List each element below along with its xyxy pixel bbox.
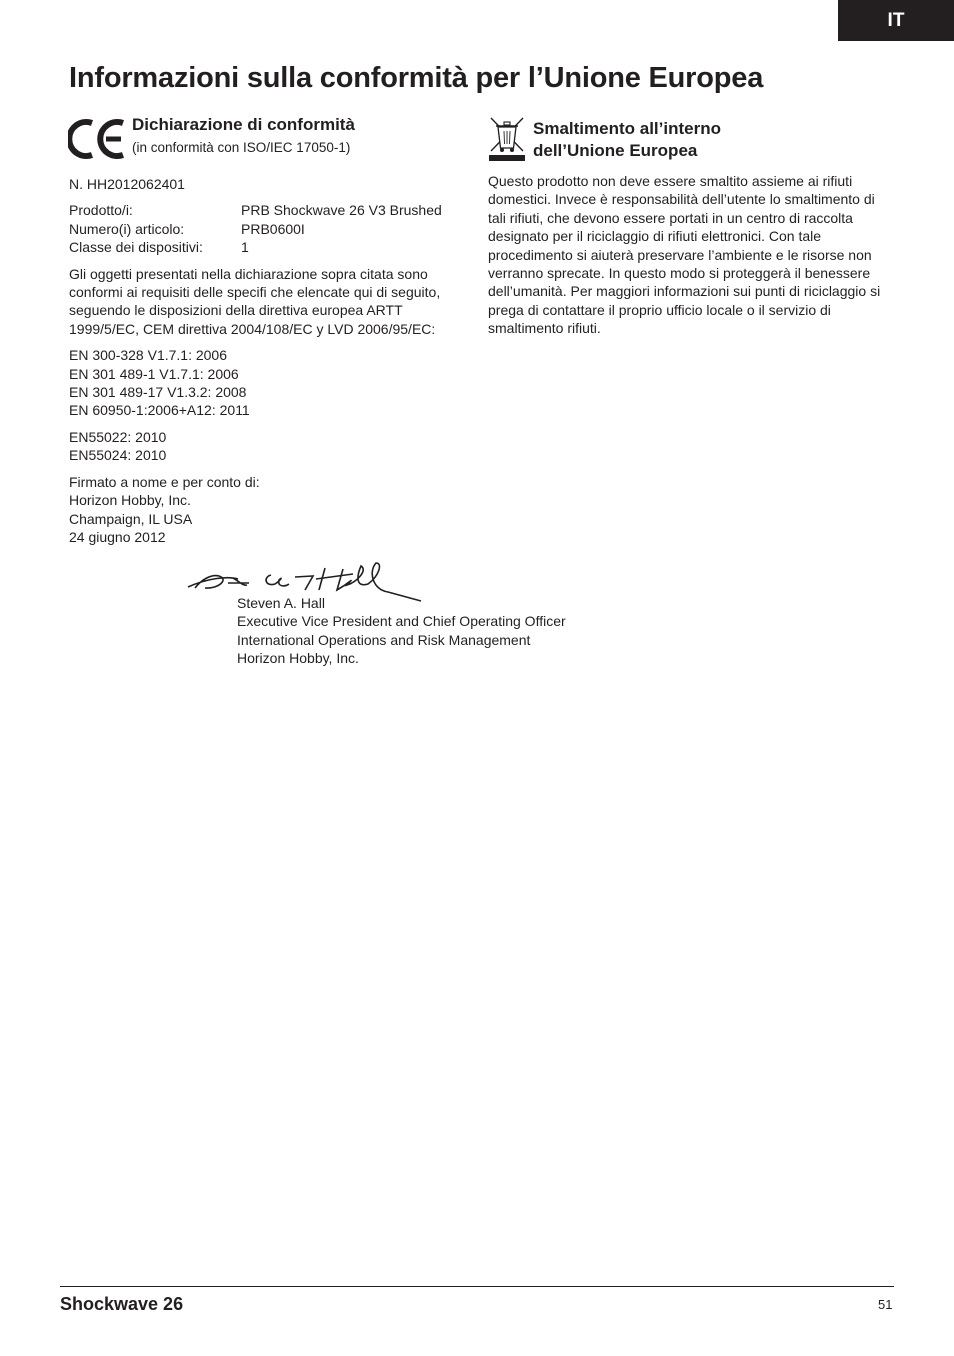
footer-product-name: Shockwave 26 (60, 1294, 184, 1314)
declaration-number: N. HH2012062401 (69, 176, 185, 192)
signed-for-block: Firmato a nome e per conto di: Horizon Hobby, Inc. Champaign, IL USA 24 giugno 2012 (69, 473, 260, 545)
conformity-subnote: (in conformità con ISO/IEC 17050-1) (132, 140, 351, 155)
disposal-heading: Smaltimento all’interno dell’Unione Europea (533, 119, 721, 160)
signatory-block: Steven A. Hall Executive Vice President and Chief Operating Officer International Operations and Risk Management Horizon Hobby, Inc. (237, 595, 566, 667)
language-tab: IT (838, 0, 954, 41)
crossed-bin-icon (488, 116, 526, 162)
product-table (69, 201, 469, 256)
product-row: Prodotto/i: PRB Shockwave 26 V3 Brushed (69, 202, 442, 219)
page-title: Informazioni sulla conformità per l’Unione Europea (69, 62, 764, 94)
conformity-heading: Dichiarazione di conformità (132, 115, 355, 134)
standards-list-1: EN 300-328 V1.7.1: 2006 EN 301 489-1 V1.7.1: 2006 EN 301 489-17 V1.3.2: 2008 EN 60950-1:2006+A12: 2011 (69, 347, 250, 419)
ce-mark-icon (68, 118, 126, 160)
disposal-body: Questo prodotto non deve essere smaltito assieme ai rifiuti domestici. Invece è responsabilità dell’utente lo smaltimento di tali rifiuti, che devono essere portati in un centro di raccolta designato per il riciclaggio di rifiuti elettronici. Con tale procedimento si aiuterà preservare l’ambiente e le risorse non verranno sprecate. In questo modo si proteggerà il benessere dell’umanità. Per maggiori informazioni sui punti di riciclaggio si prega di contattare il proprio ufficio locale o il servizio di smaltimento rifiuti. (488, 173, 881, 337)
footer-divider (60, 1286, 894, 1287)
product-row: Numero(i) articolo: PRB0600I (69, 220, 305, 237)
product-row: Classe dei dispositivi: 1 (69, 239, 249, 256)
page-number: 51 (878, 1297, 893, 1312)
conformity-statement: Gli oggetti presentati nella dichiarazione sopra citata sono conformi ai requisiti delle specifi che elencate qui di seguito, seguendo le disposizioni della direttiva europea ARTT 1999/5/EC, CEM direttiva 2004/108/EC y LVD 2006/95/EC: (69, 265, 441, 337)
conformity-body (69, 175, 469, 554)
standards-list-2: EN55022: 2010 EN55024: 2010 (69, 428, 167, 464)
